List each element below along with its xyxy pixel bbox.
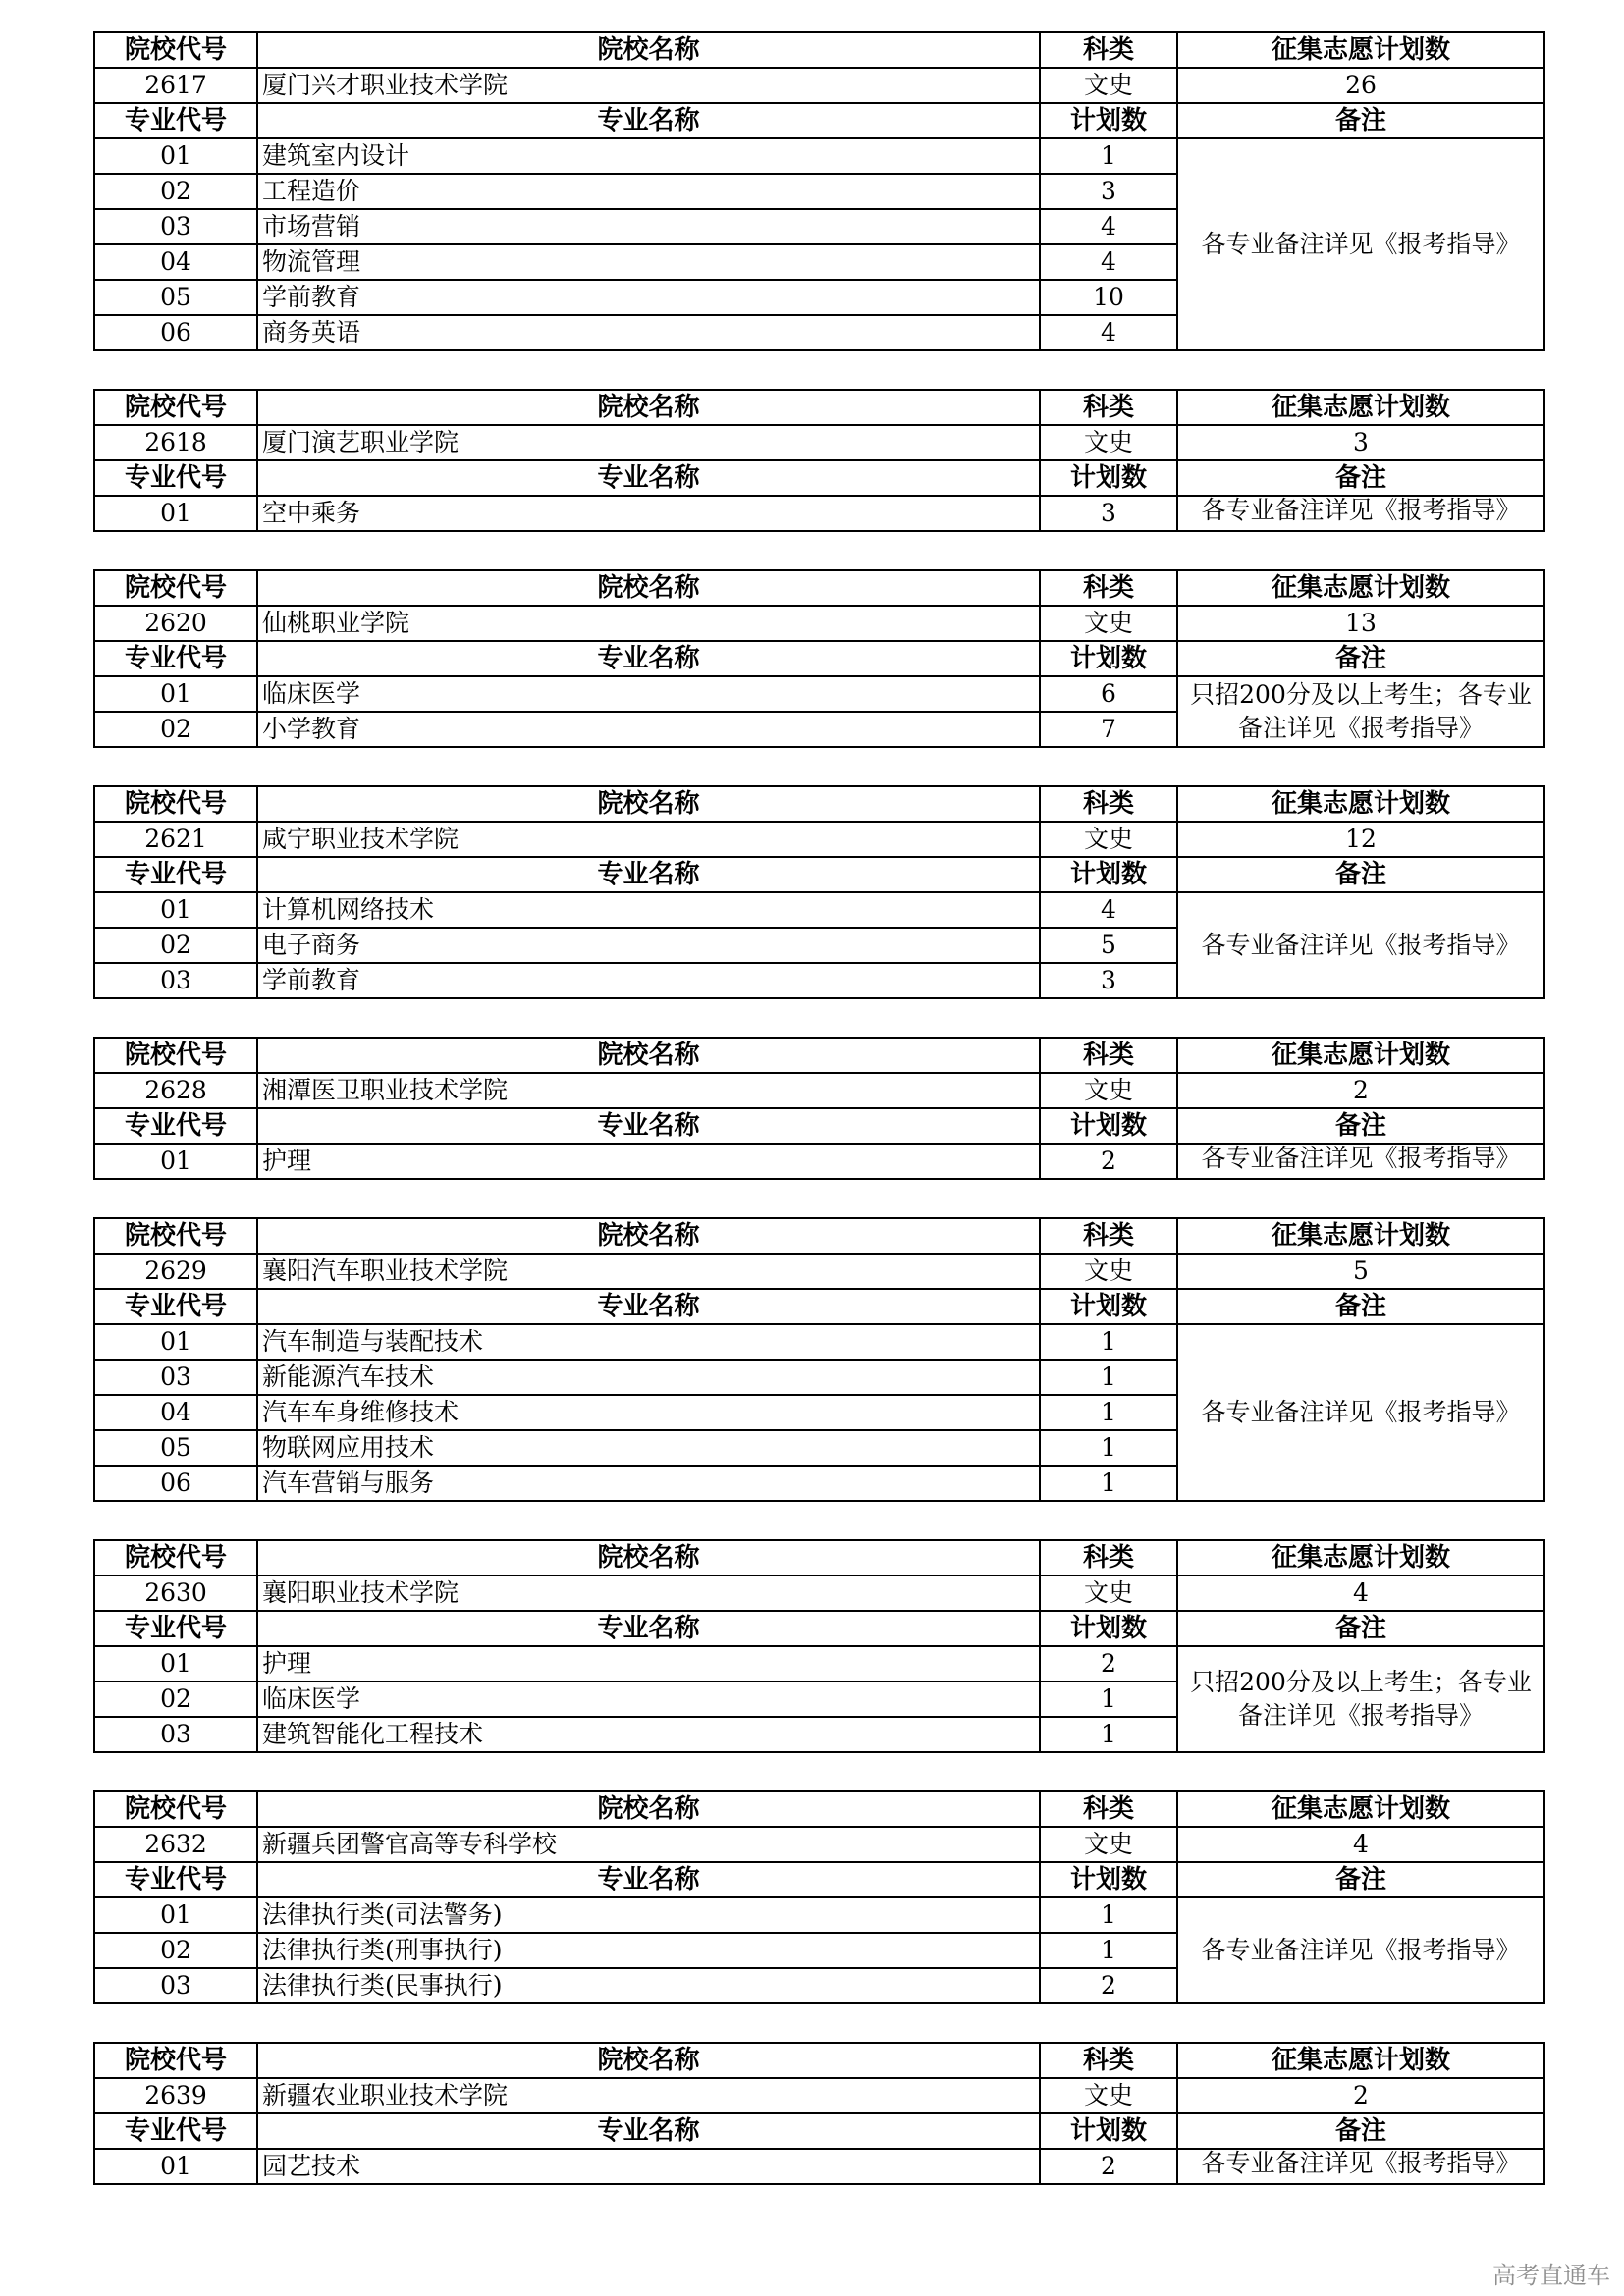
major-code: 01	[94, 496, 257, 531]
school-plan-total: 5	[1177, 1254, 1544, 1289]
major-name: 法律执行类(司法警务)	[257, 1897, 1040, 1933]
school-name-header: 院校名称	[257, 1791, 1040, 1827]
major-plan-count: 2	[1040, 2149, 1177, 2184]
school-code-header: 院校代号	[94, 1038, 257, 1073]
major-code: 03	[94, 209, 257, 244]
major-plan-count: 3	[1040, 496, 1177, 531]
major-code: 01	[94, 676, 257, 712]
school-category: 文史	[1040, 2078, 1177, 2113]
school-block	[93, 569, 1543, 748]
major-name: 临床医学	[257, 1682, 1040, 1717]
school-code-header: 院校代号	[94, 2043, 257, 2078]
category-header: 科类	[1040, 570, 1177, 606]
remark-header: 备注	[1177, 1108, 1544, 1144]
major-plan-count: 7	[1040, 712, 1177, 747]
plan-count-header: 计划数	[1040, 1108, 1177, 1144]
school-name-header: 院校名称	[257, 1038, 1040, 1073]
remark-cell: 各专业备注详见《报考指导》	[1177, 1324, 1544, 1501]
category-header: 科类	[1040, 1540, 1177, 1575]
school-plan-total: 13	[1177, 606, 1544, 641]
major-plan-count: 1	[1040, 1897, 1177, 1933]
major-name-header: 专业名称	[257, 103, 1040, 138]
school-category: 文史	[1040, 1254, 1177, 1289]
major-code-header: 专业代号	[94, 1862, 257, 1897]
major-code: 03	[94, 1968, 257, 2003]
school-block	[93, 2042, 1543, 2185]
school-name-header: 院校名称	[257, 570, 1040, 606]
school-code: 2632	[94, 1827, 257, 1862]
school-code: 2618	[94, 425, 257, 460]
major-row	[94, 496, 1544, 531]
major-plan-count: 1	[1040, 1466, 1177, 1501]
school-block	[93, 785, 1543, 999]
major-code-header: 专业代号	[94, 460, 257, 496]
major-name-header: 专业名称	[257, 1108, 1040, 1144]
school-block	[93, 1217, 1543, 1502]
major-name: 学前教育	[257, 280, 1040, 315]
school-code: 2621	[94, 822, 257, 857]
major-name-header: 专业名称	[257, 1611, 1040, 1646]
school-name-header: 院校名称	[257, 32, 1040, 68]
major-name: 工程造价	[257, 174, 1040, 209]
category-header: 科类	[1040, 2043, 1177, 2078]
major-name: 护理	[257, 1144, 1040, 1179]
major-name-header: 专业名称	[257, 1289, 1040, 1324]
major-code-header: 专业代号	[94, 103, 257, 138]
major-code: 02	[94, 928, 257, 963]
school-block	[93, 1037, 1543, 1180]
plan-count-header: 计划数	[1040, 1862, 1177, 1897]
major-code: 02	[94, 1682, 257, 1717]
category-header: 科类	[1040, 32, 1177, 68]
school-table	[93, 2042, 1545, 2185]
watermark: 高考直通车	[1492, 2262, 1610, 2289]
major-code: 03	[94, 1717, 257, 1752]
major-code: 05	[94, 280, 257, 315]
school-code-header: 院校代号	[94, 32, 257, 68]
remark-cell: 各专业备注详见《报考指导》	[1177, 138, 1544, 350]
school-category: 文史	[1040, 1827, 1177, 1862]
major-code-header: 专业代号	[94, 2113, 257, 2149]
school-name: 咸宁职业技术学院	[257, 822, 1040, 857]
major-name-header: 专业名称	[257, 460, 1040, 496]
school-table	[93, 785, 1545, 999]
plan-count-header: 计划数	[1040, 1611, 1177, 1646]
major-code: 06	[94, 315, 257, 350]
school-code: 2628	[94, 1073, 257, 1108]
major-name: 园艺技术	[257, 2149, 1040, 2184]
major-name: 法律执行类(民事执行)	[257, 1968, 1040, 2003]
major-code: 04	[94, 1395, 257, 1430]
major-name: 市场营销	[257, 209, 1040, 244]
school-plan-total: 4	[1177, 1575, 1544, 1611]
school-code-header: 院校代号	[94, 390, 257, 425]
remark-header: 备注	[1177, 1862, 1544, 1897]
major-name: 计算机网络技术	[257, 892, 1040, 928]
school-category: 文史	[1040, 1575, 1177, 1611]
plan-total-header: 征集志愿计划数	[1177, 32, 1544, 68]
major-code: 02	[94, 712, 257, 747]
plan-count-header: 计划数	[1040, 460, 1177, 496]
remark-cell: 只招200分及以上考生；各专业备注详见《报考指导》	[1177, 676, 1544, 747]
school-name-header: 院校名称	[257, 390, 1040, 425]
school-code-header: 院校代号	[94, 786, 257, 822]
major-code: 04	[94, 244, 257, 280]
category-header: 科类	[1040, 786, 1177, 822]
school-block	[93, 1539, 1543, 1753]
major-row	[94, 676, 1544, 712]
plan-count-header: 计划数	[1040, 2113, 1177, 2149]
school-name-header: 院校名称	[257, 1540, 1040, 1575]
major-name-header: 专业名称	[257, 641, 1040, 676]
plan-total-header: 征集志愿计划数	[1177, 1038, 1544, 1073]
remark-header: 备注	[1177, 103, 1544, 138]
school-code-header: 院校代号	[94, 570, 257, 606]
plan-total-header: 征集志愿计划数	[1177, 2043, 1544, 2078]
major-plan-count: 1	[1040, 1682, 1177, 1717]
school-code-header: 院校代号	[94, 1540, 257, 1575]
major-plan-count: 4	[1040, 892, 1177, 928]
plan-count-header: 计划数	[1040, 1289, 1177, 1324]
major-row	[94, 1324, 1544, 1360]
school-name-header: 院校名称	[257, 1218, 1040, 1254]
major-row	[94, 138, 1544, 174]
school-plan-total: 26	[1177, 68, 1544, 103]
school-table	[93, 569, 1545, 748]
major-name-header: 专业名称	[257, 857, 1040, 892]
major-code: 02	[94, 1933, 257, 1968]
school-table	[93, 31, 1545, 351]
school-code-header: 院校代号	[94, 1218, 257, 1254]
school-name: 厦门演艺职业学院	[257, 425, 1040, 460]
school-name: 新疆农业职业技术学院	[257, 2078, 1040, 2113]
school-plan-total: 2	[1177, 2078, 1544, 2113]
major-name: 商务英语	[257, 315, 1040, 350]
major-row	[94, 2149, 1544, 2184]
school-name: 襄阳职业技术学院	[257, 1575, 1040, 1611]
major-code: 01	[94, 892, 257, 928]
school-table	[93, 1037, 1545, 1180]
major-name: 小学教育	[257, 712, 1040, 747]
school-block	[93, 389, 1543, 532]
major-plan-count: 3	[1040, 174, 1177, 209]
school-table	[93, 1539, 1545, 1753]
major-code: 01	[94, 138, 257, 174]
major-plan-count: 4	[1040, 209, 1177, 244]
school-name: 厦门兴才职业技术学院	[257, 68, 1040, 103]
plan-count-header: 计划数	[1040, 641, 1177, 676]
school-code: 2630	[94, 1575, 257, 1611]
school-blocks	[93, 31, 1543, 2222]
major-plan-count: 4	[1040, 315, 1177, 350]
remark-cell: 只招200分及以上考生；各专业备注详见《报考指导》	[1177, 1646, 1544, 1752]
major-plan-count: 2	[1040, 1968, 1177, 2003]
remark-cell: 各专业备注详见《报考指导》	[1177, 892, 1544, 998]
major-name: 空中乘务	[257, 496, 1040, 531]
major-plan-count: 1	[1040, 1717, 1177, 1752]
plan-count-header: 计划数	[1040, 103, 1177, 138]
school-code-header: 院校代号	[94, 1791, 257, 1827]
school-name: 襄阳汽车职业技术学院	[257, 1254, 1040, 1289]
major-plan-count: 1	[1040, 138, 1177, 174]
plan-total-header: 征集志愿计划数	[1177, 1540, 1544, 1575]
school-category: 文史	[1040, 822, 1177, 857]
major-name: 汽车制造与装配技术	[257, 1324, 1040, 1360]
major-plan-count: 6	[1040, 676, 1177, 712]
major-plan-count: 5	[1040, 928, 1177, 963]
plan-total-header: 征集志愿计划数	[1177, 1791, 1544, 1827]
major-name: 物流管理	[257, 244, 1040, 280]
major-plan-count: 2	[1040, 1144, 1177, 1179]
major-code: 01	[94, 1144, 257, 1179]
major-row	[94, 892, 1544, 928]
school-code: 2639	[94, 2078, 257, 2113]
school-block	[93, 1790, 1543, 2004]
major-name: 电子商务	[257, 928, 1040, 963]
major-name: 建筑室内设计	[257, 138, 1040, 174]
major-row	[94, 1646, 1544, 1682]
major-plan-count: 1	[1040, 1430, 1177, 1466]
major-plan-count: 1	[1040, 1395, 1177, 1430]
plan-total-header: 征集志愿计划数	[1177, 1218, 1544, 1254]
major-name: 新能源汽车技术	[257, 1360, 1040, 1395]
category-header: 科类	[1040, 1038, 1177, 1073]
school-name: 新疆兵团警官高等专科学校	[257, 1827, 1040, 1862]
major-code-header: 专业代号	[94, 641, 257, 676]
school-code: 2629	[94, 1254, 257, 1289]
major-code: 01	[94, 1897, 257, 1933]
school-table	[93, 1217, 1545, 1502]
plan-total-header: 征集志愿计划数	[1177, 786, 1544, 822]
school-code: 2620	[94, 606, 257, 641]
remark-header: 备注	[1177, 857, 1544, 892]
major-name: 临床医学	[257, 676, 1040, 712]
school-plan-total: 2	[1177, 1073, 1544, 1108]
school-name-header: 院校名称	[257, 2043, 1040, 2078]
major-code: 03	[94, 963, 257, 998]
major-name: 学前教育	[257, 963, 1040, 998]
school-name: 湘潭医卫职业技术学院	[257, 1073, 1040, 1108]
major-plan-count: 4	[1040, 244, 1177, 280]
school-plan-total: 4	[1177, 1827, 1544, 1862]
school-plan-total: 3	[1177, 425, 1544, 460]
category-header: 科类	[1040, 1218, 1177, 1254]
major-name: 汽车营销与服务	[257, 1466, 1040, 1501]
plan-count-header: 计划数	[1040, 857, 1177, 892]
major-row	[94, 1144, 1544, 1179]
major-plan-count: 10	[1040, 280, 1177, 315]
school-plan-total: 12	[1177, 822, 1544, 857]
major-name: 建筑智能化工程技术	[257, 1717, 1040, 1752]
major-code: 01	[94, 2149, 257, 2184]
school-block	[93, 31, 1543, 351]
major-plan-count: 2	[1040, 1646, 1177, 1682]
plan-total-header: 征集志愿计划数	[1177, 390, 1544, 425]
school-code: 2617	[94, 68, 257, 103]
major-plan-count: 1	[1040, 1360, 1177, 1395]
major-name: 护理	[257, 1646, 1040, 1682]
major-code-header: 专业代号	[94, 1289, 257, 1324]
school-table	[93, 1790, 1545, 2004]
major-code: 01	[94, 1646, 257, 1682]
remark-header: 备注	[1177, 1289, 1544, 1324]
major-code-header: 专业代号	[94, 857, 257, 892]
school-category: 文史	[1040, 1073, 1177, 1108]
major-name: 物联网应用技术	[257, 1430, 1040, 1466]
remark-cell: 各专业备注详见《报考指导》	[1177, 1144, 1544, 1179]
school-category: 文史	[1040, 425, 1177, 460]
remark-header: 备注	[1177, 460, 1544, 496]
major-plan-count: 3	[1040, 963, 1177, 998]
school-table	[93, 389, 1545, 532]
category-header: 科类	[1040, 390, 1177, 425]
major-plan-count: 1	[1040, 1324, 1177, 1360]
school-category: 文史	[1040, 68, 1177, 103]
remark-header: 备注	[1177, 1611, 1544, 1646]
major-code: 01	[94, 1324, 257, 1360]
major-plan-count: 1	[1040, 1933, 1177, 1968]
major-name-header: 专业名称	[257, 2113, 1040, 2149]
major-code-header: 专业代号	[94, 1611, 257, 1646]
school-category: 文史	[1040, 606, 1177, 641]
major-code: 02	[94, 174, 257, 209]
major-name-header: 专业名称	[257, 1862, 1040, 1897]
major-code-header: 专业代号	[94, 1108, 257, 1144]
remark-cell: 各专业备注详见《报考指导》	[1177, 496, 1544, 531]
major-name: 法律执行类(刑事执行)	[257, 1933, 1040, 1968]
remark-cell: 各专业备注详见《报考指导》	[1177, 1897, 1544, 2003]
category-header: 科类	[1040, 1791, 1177, 1827]
major-code: 05	[94, 1430, 257, 1466]
plan-total-header: 征集志愿计划数	[1177, 570, 1544, 606]
school-name: 仙桃职业学院	[257, 606, 1040, 641]
remark-cell: 各专业备注详见《报考指导》	[1177, 2149, 1544, 2184]
school-name-header: 院校名称	[257, 786, 1040, 822]
major-row	[94, 1897, 1544, 1933]
major-code: 03	[94, 1360, 257, 1395]
major-code: 06	[94, 1466, 257, 1501]
remark-header: 备注	[1177, 641, 1544, 676]
major-name: 汽车车身维修技术	[257, 1395, 1040, 1430]
remark-header: 备注	[1177, 2113, 1544, 2149]
